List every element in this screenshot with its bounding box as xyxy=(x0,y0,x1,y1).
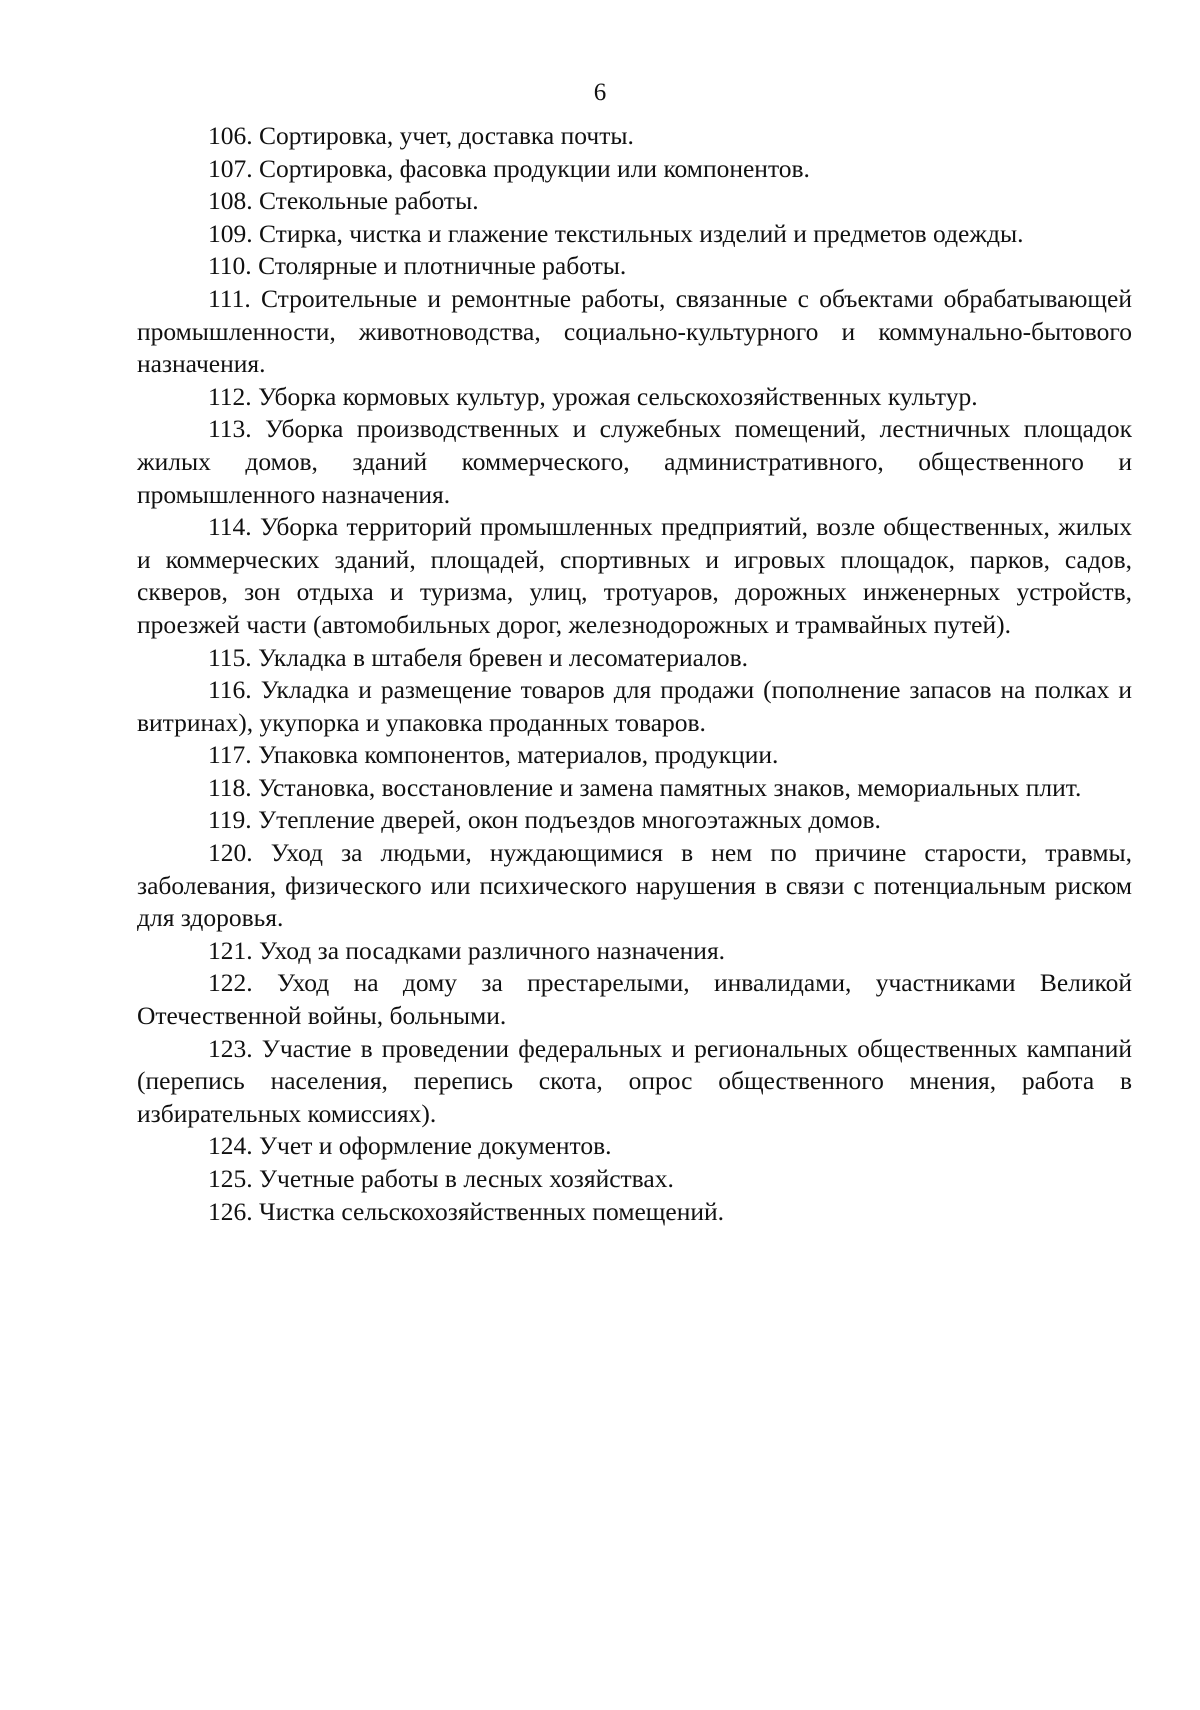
item-number: 111. xyxy=(208,283,251,313)
item-text: Уборка территорий промышленных предприятий, возле общественных, жилых и коммерческих зданий, площадей, спортивных и игровых площадок, парков, садов, скверов, зон отдыха и туризма, улиц, тротуаров, дорожных инженерных устройств, проезжей части (автомобильных дорог, железнодорожных и трамвайных путей). xyxy=(137,512,1132,639)
list-item xyxy=(137,1130,1132,1163)
item-text: Строительные и ремонтные работы, связанные с объектами обрабатывающей промышленности, животноводства, социально-культурного и коммунально-бытового назначения. xyxy=(137,283,1132,379)
item-text: Учетные работы в лесных хозяйствах. xyxy=(259,1164,674,1193)
list-item xyxy=(137,674,1132,739)
list-item xyxy=(137,511,1132,641)
item-number: 123. xyxy=(208,1033,253,1063)
item-text: Уборка кормовых культур, урожая сельскохозяйственных культур. xyxy=(258,381,978,411)
item-text: Уход за людьми, нуждающимися в нем по причине старости, травмы, заболевания, физического или психического нарушения в связи с потенциальным риском для здоровья. xyxy=(137,838,1132,933)
item-text: Установка, восстановление и замена памятных знаков, мемориальных плит. xyxy=(258,772,1082,802)
item-text: Стекольные работы. xyxy=(259,186,479,216)
list-item xyxy=(137,1196,1132,1229)
item-number: 113. xyxy=(208,414,252,444)
list-item xyxy=(137,1033,1132,1131)
list-item xyxy=(137,739,1132,772)
item-number: 118. xyxy=(208,772,252,802)
list-item xyxy=(137,935,1132,968)
list-item xyxy=(137,283,1132,381)
list-item xyxy=(137,413,1132,511)
item-number: 116. xyxy=(208,675,252,705)
item-text: Укладка в штабеля бревен и лесоматериалов. xyxy=(258,642,749,672)
item-number: 108. xyxy=(208,186,253,216)
item-text: Участие в проведении федеральных и региональных общественных кампаний (перепись населения, перепись скота, опрос общественного мнения, работа в избирательных комиссиях). xyxy=(137,1033,1132,1128)
item-number: 114. xyxy=(208,512,252,542)
list-item xyxy=(137,185,1132,218)
item-text: Сортировка, фасовка продукции или компонентов. xyxy=(259,153,810,183)
item-text: Учет и оформление документов. xyxy=(259,1131,612,1161)
item-number: 109. xyxy=(208,218,253,248)
item-number: 120. xyxy=(208,838,253,868)
item-text: Утепление дверей, окон подъездов многоэтажных домов. xyxy=(258,805,881,835)
item-text: Укладка и размещение товаров для продажи (пополнение запасов на полках и витринах), укупорка и упаковка проданных товаров. xyxy=(137,675,1132,737)
page-number: 6 xyxy=(593,79,607,106)
item-number: 125. xyxy=(208,1164,253,1193)
item-number: 119. xyxy=(208,805,252,835)
numbered-list xyxy=(137,120,1132,1228)
list-item xyxy=(137,218,1132,251)
item-number: 110. xyxy=(208,251,252,281)
list-item xyxy=(137,772,1132,805)
item-text: Упаковка компонентов, материалов, продукции. xyxy=(258,740,779,770)
item-number: 121. xyxy=(208,935,253,965)
item-number: 112. xyxy=(208,381,252,411)
item-text: Столярные и плотничные работы. xyxy=(258,251,627,281)
list-item xyxy=(137,804,1132,837)
item-number: 122. xyxy=(208,968,253,998)
item-number: 107. xyxy=(208,153,253,183)
list-item xyxy=(137,381,1132,414)
item-number: 117. xyxy=(208,740,252,770)
list-item xyxy=(137,250,1132,283)
item-text: Уборка производственных и служебных помещений, лестничных площадок жилых домов, зданий коммерческого, административного, общественного и промышленного назначения. xyxy=(137,414,1132,509)
item-text: Чистка сельскохозяйственных помещений. xyxy=(259,1196,725,1226)
list-item xyxy=(137,967,1132,1032)
list-item xyxy=(137,837,1132,935)
item-number: 126. xyxy=(208,1196,253,1226)
item-text: Стирка, чистка и глажение текстильных изделий и предметов одежды. xyxy=(259,218,1024,248)
list-item xyxy=(137,642,1132,675)
list-item xyxy=(137,120,1132,153)
list-item xyxy=(137,1163,1132,1196)
item-text: Уход за посадками различного назначения. xyxy=(259,935,726,965)
item-number: 106. xyxy=(208,121,253,150)
list-item xyxy=(137,153,1132,186)
item-number: 115. xyxy=(208,642,252,672)
item-text: Сортировка, учет, доставка почты. xyxy=(259,121,634,150)
item-number: 124. xyxy=(208,1131,253,1161)
item-text: Уход на дому за престарелыми, инвалидами, участниками Великой Отечественной войны, больными. xyxy=(137,968,1133,1031)
